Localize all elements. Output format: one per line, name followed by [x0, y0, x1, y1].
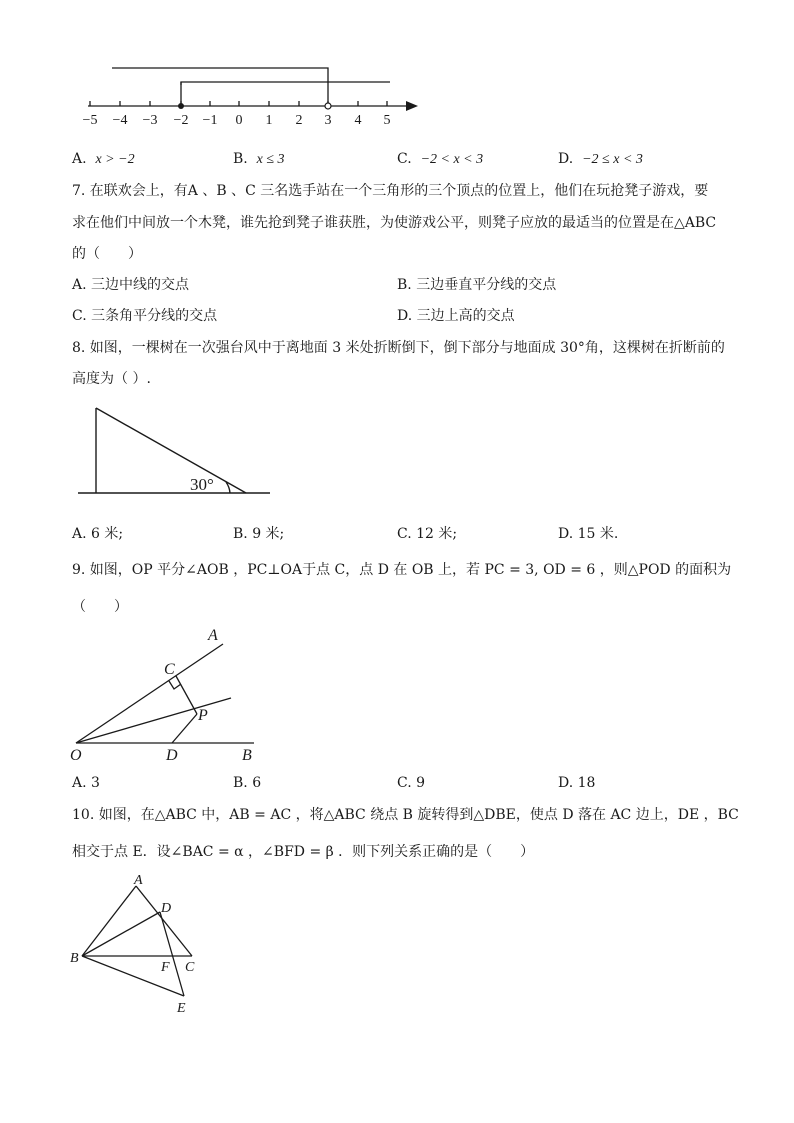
tick-label: 5	[383, 113, 391, 128]
label-o: O	[70, 747, 82, 764]
tick-label: −1	[202, 113, 218, 128]
label-f: F	[161, 960, 170, 975]
label-p: P	[198, 707, 208, 724]
q6-option-d[interactable]: D. −2 ≤ x < 3	[558, 151, 643, 167]
segment-pc	[176, 676, 197, 714]
q6-option-d-text: −2 ≤ x < 3	[582, 152, 643, 167]
tick-label: −2	[173, 113, 189, 128]
q8-stem-line1: 8. 如图，一棵树在一次强台风中于离地面 3 米处折断倒下，倒下部分与地面成 30°角，这棵树在折断前的	[72, 340, 725, 356]
q9-option-d[interactable]: D. 18	[558, 775, 596, 791]
q6-option-c[interactable]: C. −2 < x < 3	[397, 151, 484, 167]
ray-greater-than-minus-two	[181, 82, 390, 85]
tick-label: 4	[354, 113, 362, 128]
label-e: E	[177, 1001, 186, 1016]
q7-option-b[interactable]: B. 三边垂直平分线的交点	[397, 277, 557, 293]
ray-oa	[76, 644, 223, 743]
tick-label: −5	[82, 113, 98, 128]
tick-label: 3	[324, 113, 332, 128]
tick-label: −3	[142, 113, 158, 128]
label-b: B	[242, 747, 252, 764]
angle-label: 30°	[190, 475, 214, 494]
q8-option-c[interactable]: C. 12 米;	[397, 526, 458, 542]
q7-option-a[interactable]: A. 三边中线的交点	[72, 277, 190, 293]
segment-ab	[82, 886, 136, 956]
axis-arrow-icon	[406, 101, 418, 111]
label-d: D	[166, 747, 178, 764]
q7-stem-line2: 求在他们中间放一个木凳，谁先抢到凳子谁获胜，为使游戏公平，则凳子应放的最适当的位置是在△ABC	[72, 215, 717, 231]
fallen-part	[96, 408, 246, 493]
q9-option-c[interactable]: C. 9	[397, 775, 426, 791]
tick-label: −4	[112, 113, 128, 128]
tick-label: 0	[235, 113, 243, 128]
q9-stem-line1: 9. 如图，OP 平分∠AOB ，PC⊥OA于点 C，点 D 在 OB 上，若 PC = 3, OD = 6 ，则△POD 的面积为	[72, 562, 732, 578]
tick-label: 2	[295, 113, 303, 128]
label-d: D	[161, 901, 172, 916]
q8-stem-line2: 高度为（ ）.	[72, 371, 151, 387]
q7-option-c[interactable]: C. 三条角平分线的交点	[72, 308, 218, 324]
label-a: A	[134, 873, 143, 888]
ray-less-equal-three	[112, 68, 328, 106]
tick-label: 1	[265, 113, 273, 128]
segment-pd	[172, 714, 197, 743]
segment-de	[160, 912, 184, 996]
solid-dot-minus-two	[178, 103, 184, 109]
q10-stem-line2: 相交于点 E．设∠BAC = α ，∠BFD = β ．则下列关系正确的是（ ）	[72, 844, 535, 860]
q9-option-a[interactable]: A. 3	[72, 775, 100, 791]
rotation-figure	[68, 872, 218, 1017]
angle-bisector-figure	[68, 624, 268, 764]
q6-option-b[interactable]: B. x ≤ 3	[233, 151, 285, 167]
label-c: C	[164, 661, 175, 678]
q8-option-d[interactable]: D. 15 米.	[558, 526, 619, 542]
q6-option-a-text: x > −2	[95, 152, 135, 167]
label-a: A	[208, 627, 218, 644]
q7-option-d[interactable]: D. 三边上高的交点	[397, 308, 515, 324]
q6-option-b-text: x ≤ 3	[256, 152, 285, 167]
q9-option-b[interactable]: B. 6	[233, 775, 262, 791]
q6-option-a[interactable]: A. x > −2	[72, 151, 135, 167]
label-c: C	[185, 960, 195, 975]
tree-figure	[72, 402, 282, 502]
q7-stem-line1: 7. 在联欢会上，有A 、B 、C 三名选手站在一个三角形的三个顶点的位置上，他们在玩抢凳子游戏，要	[72, 183, 709, 199]
segment-bd	[82, 912, 160, 956]
q8-option-b[interactable]: B. 9 米;	[233, 526, 285, 542]
q8-option-a[interactable]: A. 6 米;	[72, 526, 124, 542]
q6-option-c-text: −2 < x < 3	[420, 152, 484, 167]
q10-stem-line1: 10. 如图，在△ABC 中，AB = AC ，将△ABC 绕点 B 旋转得到△DBE，使点 D 落在 AC 边上，DE ，BC	[72, 807, 739, 823]
q9-stem-line2: （ ）	[72, 599, 128, 615]
q7-stem-line3: 的（ ）	[72, 246, 142, 262]
label-b: B	[70, 951, 79, 966]
open-dot-three	[325, 103, 331, 109]
number-line-figure	[70, 60, 430, 132]
